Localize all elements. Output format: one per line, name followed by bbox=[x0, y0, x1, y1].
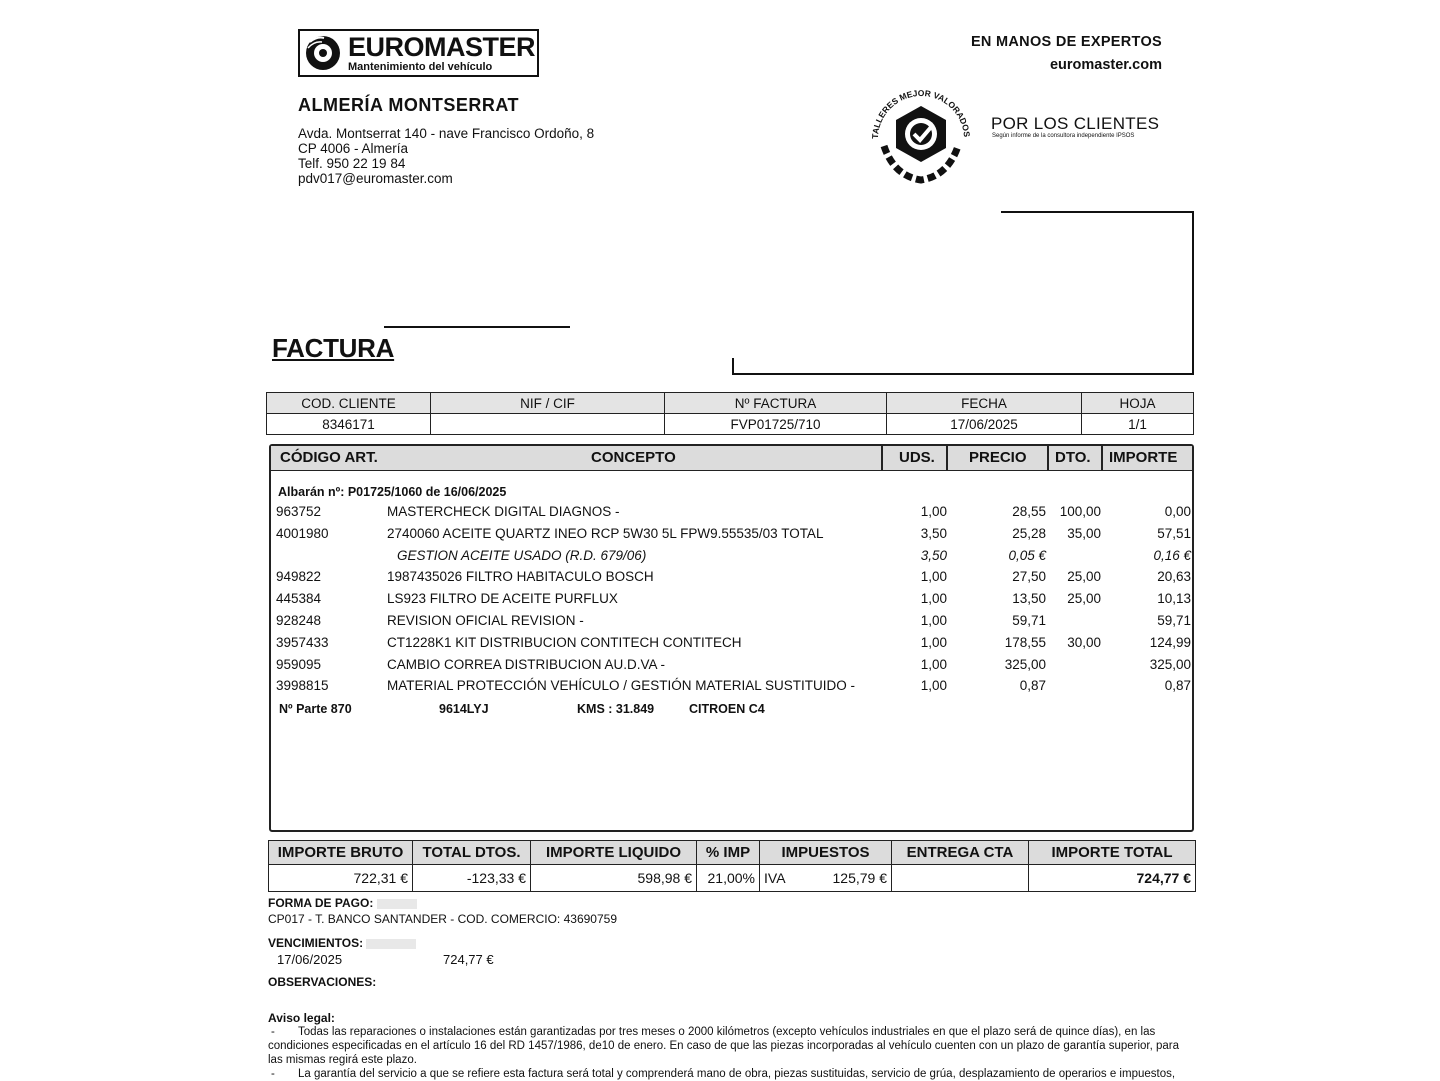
item-concept: CAMBIO CORREA DISTRIBUCION AU.D.VA - bbox=[387, 656, 666, 672]
item-code: 949822 bbox=[276, 569, 322, 585]
tot-col-liquido: IMPORTE LIQUIDO bbox=[531, 841, 697, 865]
item-uds: 1,00 bbox=[920, 591, 947, 607]
item-uds: 1,00 bbox=[920, 569, 947, 585]
forma-pago-label: FORMA DE PAGO: bbox=[268, 896, 417, 910]
table-row bbox=[271, 524, 1192, 544]
por-los-clientes-sub: Según informe de la consultora independiente IPSOS bbox=[992, 133, 1135, 139]
importe-liquido: 598,98 € bbox=[531, 865, 697, 892]
items-sep bbox=[881, 446, 883, 470]
tax-name: IVA bbox=[764, 870, 786, 886]
document-title: FACTURA bbox=[272, 333, 395, 363]
logo-subtitle: Mantenimiento del vehículo bbox=[348, 60, 493, 73]
tot-col-total: IMPORTE TOTAL bbox=[1029, 841, 1196, 865]
address-line-2: CP 4006 - Almería bbox=[298, 141, 409, 156]
importe-total: 724,77 € bbox=[1029, 865, 1196, 892]
items-col-uds: UDS. bbox=[899, 449, 935, 466]
item-uds: 1,00 bbox=[920, 613, 947, 628]
item-code: 928248 bbox=[276, 613, 322, 628]
pct-imp: 21,00% bbox=[697, 865, 760, 892]
item-uds: 1,00 bbox=[920, 656, 947, 672]
vencimiento-amount: 724,77 € bbox=[443, 952, 494, 967]
item-dto: 35,00 bbox=[1067, 525, 1101, 541]
legal-paragraph-1: - Todas las reparaciones o instalaciones están garantizadas por tres meses o 2000 kilómetros (excepto vehículos industriales en que el plazo será de quince días), en las condiciones especificadas en el artículo 16 del RD 1457/1986, de10 de enero. En caso de que las piezas incorporadas al vehículo cuenten con un plazo de garantía superior, para las mismas regirá este plazo. - La garantía del servicio a que se refiere esta factura será total y comprenderá mano de obra, piezas sustituidas, servicio de grúa, desplazamiento de operarios e impuestos, bbox=[268, 1026, 1180, 1080]
totals-table bbox=[268, 840, 1196, 892]
item-price: 28,55 bbox=[1012, 504, 1046, 519]
item-price: 25,28 bbox=[1012, 525, 1046, 541]
item-code: 3998815 bbox=[276, 678, 329, 694]
items-col-dto: DTO. bbox=[1055, 449, 1091, 466]
website: euromaster.com bbox=[1049, 57, 1162, 73]
item-dto: 100,00 bbox=[1059, 504, 1101, 519]
table-row bbox=[271, 567, 1192, 587]
items-sep bbox=[1047, 446, 1049, 470]
item-uds: 1,00 bbox=[920, 678, 947, 694]
col-fecha: FECHA bbox=[887, 393, 1082, 414]
item-concept: GESTION ACEITE USADO (R.D. 679/06) bbox=[397, 547, 647, 563]
albaran-number: Albarán nº: P01725/1060 de 16/06/2025 bbox=[278, 485, 507, 499]
table-row bbox=[271, 546, 1192, 566]
item-concept: 1987435026 FILTRO HABITACULO BOSCH bbox=[387, 569, 654, 585]
item-code: 3957433 bbox=[276, 634, 329, 650]
item-code: 959095 bbox=[276, 656, 322, 672]
nif-cif-value bbox=[431, 414, 665, 435]
col-nif-cif: NIF / CIF bbox=[431, 393, 665, 414]
cod-cliente-value: 8346171 bbox=[267, 414, 431, 435]
observaciones-label: OBSERVACIONES: bbox=[268, 975, 377, 989]
item-amount: 124,99 bbox=[1149, 634, 1191, 650]
tagline: EN MANOS DE EXPERTOS bbox=[970, 34, 1162, 50]
email: pdv017@euromaster.com bbox=[298, 171, 453, 186]
hoja-value: 1/1 bbox=[1082, 414, 1194, 435]
item-amount: 0,16 € bbox=[1153, 547, 1191, 563]
address-window-top bbox=[1001, 211, 1194, 213]
item-uds: 1,00 bbox=[920, 504, 947, 519]
item-code: 4001980 bbox=[276, 525, 329, 541]
table-row bbox=[271, 502, 1192, 522]
item-code: 445384 bbox=[276, 591, 322, 607]
col-cod-cliente: COD. CLIENTE bbox=[267, 393, 431, 414]
address-window-bottom bbox=[732, 373, 1194, 375]
importe-bruto: 722,31 € bbox=[269, 865, 413, 892]
item-amount: 0,00 bbox=[1164, 504, 1191, 519]
items-header bbox=[271, 446, 1192, 471]
items-sep bbox=[1101, 446, 1103, 470]
address-window-top-left bbox=[384, 326, 570, 328]
legal-title: Aviso legal: bbox=[268, 1011, 335, 1025]
table-row bbox=[271, 589, 1192, 609]
item-amount: 59,71 bbox=[1157, 613, 1191, 628]
tot-col-dtos: TOTAL DTOS. bbox=[413, 841, 531, 865]
vencimiento-date: 17/06/2025 bbox=[277, 952, 343, 967]
item-price: 13,50 bbox=[1012, 591, 1046, 607]
item-dto: 25,00 bbox=[1067, 591, 1101, 607]
logo-title: EUROMASTER bbox=[348, 31, 536, 62]
item-code: 963752 bbox=[276, 504, 322, 519]
phone: Telf. 950 22 19 84 bbox=[298, 156, 406, 171]
item-price: 325,00 bbox=[1004, 656, 1046, 672]
item-concept: MASTERCHECK DIGITAL DIAGNOS - bbox=[387, 504, 620, 519]
item-concept: LS923 FILTRO DE ACEITE PURFLUX bbox=[387, 591, 618, 607]
euromaster-tire-icon bbox=[304, 34, 342, 72]
item-amount: 10,13 bbox=[1157, 591, 1191, 607]
best-rated-badge bbox=[866, 84, 976, 184]
address-line-1: Avda. Montserrat 140 - nave Francisco Ordoño, 8 bbox=[298, 126, 595, 141]
item-dto: 30,00 bbox=[1067, 634, 1101, 650]
entrega-cta bbox=[892, 865, 1029, 892]
table-row bbox=[271, 611, 1192, 631]
item-concept: 2740060 ACEITE QUARTZ INEO RCP 5W30 5L FPW9.55535/03 TOTAL bbox=[387, 525, 824, 541]
parte-number: Nº Parte 870 bbox=[279, 702, 352, 716]
item-price: 178,55 bbox=[1004, 634, 1046, 650]
num-factura-value: FVP01725/710 bbox=[665, 414, 887, 435]
item-concept: CT1228K1 KIT DISTRIBUCION CONTITECH CONTITECH bbox=[387, 634, 742, 650]
col-hoja: HOJA bbox=[1082, 393, 1194, 414]
impuestos: 125,79 € bbox=[832, 870, 887, 886]
item-price: 59,71 bbox=[1012, 613, 1046, 628]
item-amount: 20,63 bbox=[1157, 569, 1191, 585]
table-row bbox=[271, 633, 1192, 653]
impuestos-cell bbox=[760, 865, 892, 892]
fecha-value: 17/06/2025 bbox=[887, 414, 1082, 435]
company-address bbox=[298, 126, 594, 186]
por-los-clientes: POR LOS CLIENTES bbox=[991, 114, 1160, 133]
items-col-concept: CONCEPTO bbox=[591, 449, 676, 466]
tot-col-impuestos: IMPUESTOS bbox=[760, 841, 892, 865]
item-concept: MATERIAL PROTECCIÓN VEHÍCULO / GESTIÓN MATERIAL SUSTITUIDO - bbox=[387, 678, 856, 694]
tot-col-bruto: IMPORTE BRUTO bbox=[269, 841, 413, 865]
col-num-factura: Nº FACTURA bbox=[665, 393, 887, 414]
item-price: 0,05 € bbox=[1008, 547, 1046, 563]
item-amount: 325,00 bbox=[1149, 656, 1191, 672]
items-table bbox=[269, 444, 1194, 832]
items-sep bbox=[946, 446, 948, 470]
item-uds: 3,50 bbox=[920, 547, 947, 563]
vencimientos-label: VENCIMIENTOS: bbox=[268, 936, 416, 950]
item-price: 0,87 bbox=[1019, 678, 1046, 694]
item-dto: 25,00 bbox=[1067, 569, 1101, 585]
item-uds: 1,00 bbox=[920, 634, 947, 650]
redacted bbox=[366, 939, 416, 949]
vehicle-plate: 9614LYJ bbox=[439, 702, 489, 716]
item-price: 27,50 bbox=[1012, 569, 1046, 585]
address-window-left bbox=[732, 358, 734, 375]
badge-arc-text: TALLERES MEJOR VALORADOS bbox=[869, 88, 973, 140]
total-dtos: -123,33 € bbox=[413, 865, 531, 892]
address-window-right bbox=[1192, 211, 1194, 375]
table-row bbox=[271, 655, 1192, 675]
items-col-amount: IMPORTE bbox=[1109, 449, 1178, 466]
item-amount: 57,51 bbox=[1157, 525, 1191, 541]
table-row bbox=[271, 676, 1192, 696]
invoice-header-table bbox=[266, 392, 1194, 435]
item-concept: REVISION OFICIAL REVISION - bbox=[387, 613, 584, 628]
company-logo bbox=[298, 29, 539, 77]
branch-name: ALMERÍA MONTSERRAT bbox=[298, 95, 519, 115]
vehicle-kms: KMS : 31.849 bbox=[577, 702, 655, 716]
tot-col-pct: % IMP bbox=[697, 841, 760, 865]
items-col-price: PRECIO bbox=[969, 449, 1027, 466]
item-uds: 3,50 bbox=[920, 525, 947, 541]
item-amount: 0,87 bbox=[1164, 678, 1191, 694]
forma-pago-value: CP017 - T. BANCO SANTANDER - COD. COMERCIO: 43690759 bbox=[268, 912, 617, 926]
tot-col-entrega: ENTREGA CTA bbox=[892, 841, 1029, 865]
items-col-code: CÓDIGO ART. bbox=[280, 449, 378, 466]
redacted bbox=[377, 899, 417, 909]
vehicle-model: CITROEN C4 bbox=[689, 702, 765, 716]
